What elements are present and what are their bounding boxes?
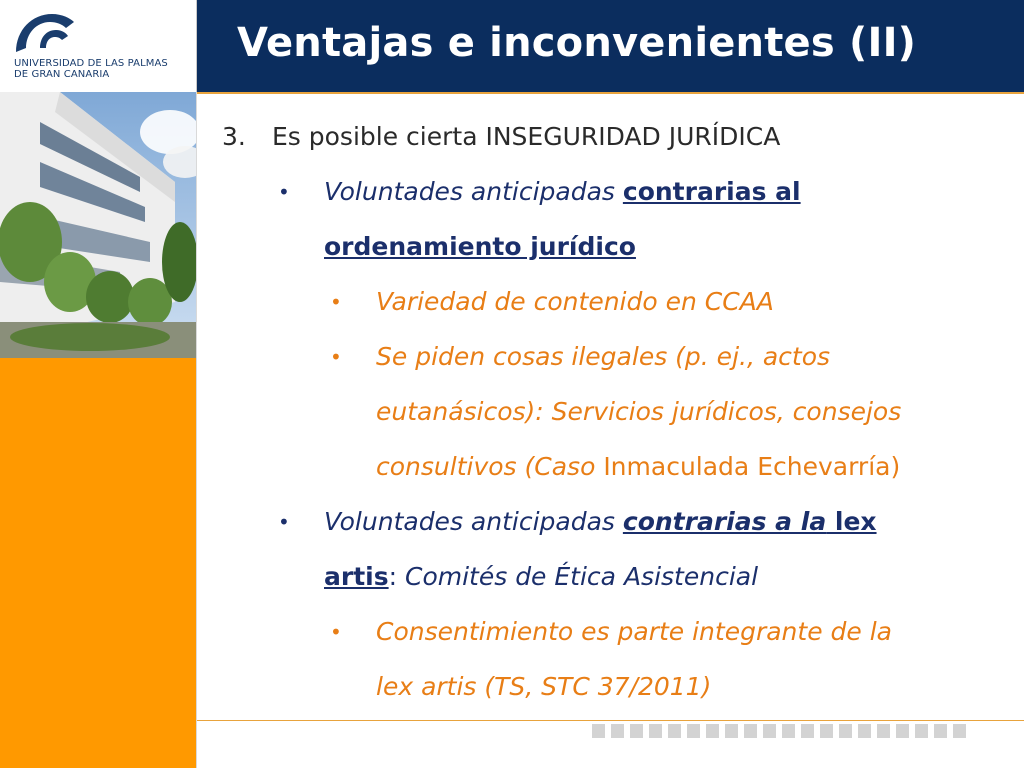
bullet-2-line-2: [324, 562, 758, 592]
slide-title: Ventajas e inconvenientes (II): [237, 20, 917, 66]
bullet-1-text: Voluntades anticipadas: [324, 177, 623, 206]
bullet-2-emphasis: contrarias a la: [622, 507, 827, 536]
bullet-1: •: [278, 180, 290, 204]
building-photo-image: [0, 92, 196, 358]
sub-bullet-1-text: Variedad de contenido en CCAA: [376, 287, 774, 316]
bullet-1-line-1: [324, 177, 801, 207]
sub-bullet-2-line-3: [376, 452, 900, 482]
title-bar: [197, 0, 1024, 92]
sub-bullet-3-line-1: Consentimiento es parte integrante de la: [376, 617, 892, 646]
sub-bullet-2-line-1: Se piden cosas ilegales (p. ej., actos: [376, 342, 831, 371]
bottom-rule: [197, 720, 1024, 721]
bullet-1-emphasis: contrarias al: [622, 177, 801, 206]
bullet-2-colon: :: [388, 562, 405, 591]
bullet-1-emphasis-cont: ordenamiento jurídico: [324, 232, 636, 261]
decorative-squares: [592, 724, 966, 738]
bullet-2-emphasis-lex: lex: [826, 507, 877, 536]
top-rule: [197, 92, 1024, 94]
orange-side-panel: [0, 358, 196, 768]
sub-bullet-2-line-3-normal: Inmaculada Echevarría): [603, 452, 901, 481]
sub-bullet-2: •: [330, 345, 342, 369]
bullet-2-rest: Comités de Ética Asistencial: [404, 562, 759, 591]
logo-text-line2: DE GRAN CANARIA: [14, 69, 110, 80]
vertical-divider: [196, 92, 197, 768]
sub-bullet-2-line-2: eutanásicos): Servicios jurídicos, consejos: [376, 397, 902, 426]
logo-text-line1: UNIVERSIDAD DE LAS PALMAS: [14, 58, 168, 69]
bullet-2-line-1: [324, 507, 877, 537]
item-3-text: Es posible cierta INSEGURIDAD JURÍDICA: [272, 122, 781, 151]
bullet-2: •: [278, 510, 290, 534]
sub-bullet-3: •: [330, 620, 342, 644]
university-logo-icon: [10, 8, 74, 58]
sub-bullet-3-line-2: lex artis (TS, STC 37/2011): [376, 672, 712, 701]
sub-bullet-2-line-3-italic: consultivos (Caso: [376, 452, 604, 481]
sub-bullet-1: •: [330, 290, 342, 314]
item-number-3: 3.: [222, 122, 246, 151]
bullet-2-emphasis-artis: artis: [324, 562, 389, 591]
building-photo: [0, 92, 197, 358]
bullet-2-text: Voluntades anticipadas: [324, 507, 623, 536]
university-logo: [0, 0, 197, 92]
bullet-1-line-2: [324, 232, 636, 262]
